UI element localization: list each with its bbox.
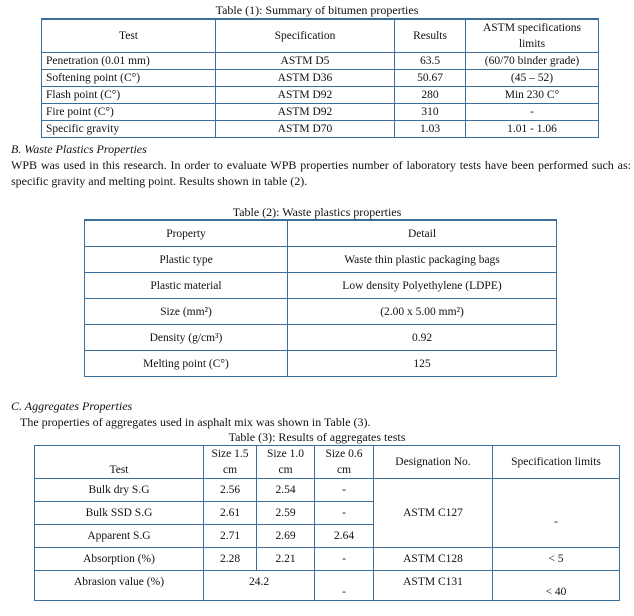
header-test: Test [35, 446, 204, 479]
header-astm-limits: ASTM specifications limits [466, 19, 599, 53]
table-row [85, 325, 557, 351]
table-row [35, 571, 620, 601]
table-row [42, 104, 599, 121]
cell-spec: ASTM D5 [216, 53, 395, 70]
table-row [85, 299, 557, 325]
cell-result: 63.5 [395, 53, 466, 70]
cell-limit: (60/70 binder grade) [466, 53, 599, 70]
header-test: Test [42, 19, 216, 53]
cell-spec: ASTM D36 [216, 70, 395, 87]
cell-spec: ASTM D92 [216, 104, 395, 121]
header-size-06: Size 0.6 cm [315, 446, 374, 479]
table-header-row [42, 19, 599, 53]
cell-detail: Waste thin plastic packaging bags [288, 247, 557, 273]
header-size-15: Size 1.5 cm [204, 446, 257, 479]
section-c-paragraph: The properties of aggregates used in asphalt mix was shown in Table (3). [20, 415, 371, 429]
section-b-heading: B. Waste Plastics Properties [11, 142, 147, 156]
cell-size-15: 2.71 [204, 525, 257, 548]
header-spec-limits: Specification limits [493, 446, 620, 479]
cell-size-15: 2.28 [204, 548, 257, 571]
cell-limit: 1.01 - 1.06 [466, 121, 599, 138]
table-header-row [35, 446, 620, 479]
cell-result: 1.03 [395, 121, 466, 138]
table-row [85, 247, 557, 273]
header-results: Results [395, 19, 466, 53]
table-row [35, 548, 620, 571]
cell-size-15: 2.61 [204, 502, 257, 525]
table-header-row [85, 220, 557, 247]
cell-property: Plastic type [85, 247, 288, 273]
cell-size-06: - [315, 571, 374, 601]
cell-detail: 0.92 [288, 325, 557, 351]
cell-designation: ASTM C128 [374, 548, 493, 571]
cell-size-06: 2.64 [315, 525, 374, 548]
cell-detail: Low density Polyethylene (LDPE) [288, 273, 557, 299]
cell-size-06: - [315, 479, 374, 502]
cell-property: Melting point (C°) [85, 351, 288, 377]
table-row [85, 351, 557, 377]
cell-size-06: - [315, 548, 374, 571]
cell-merged-size: 24.2 [204, 571, 315, 601]
cell-spec: ASTM D92 [216, 87, 395, 104]
cell-designation-sg: ASTM C127 [374, 479, 493, 548]
cell-test: Flash point (C°) [42, 87, 216, 104]
header-detail: Detail [288, 220, 557, 247]
cell-test: Softening point (C°) [42, 70, 216, 87]
table-row [42, 53, 599, 70]
table-row [42, 121, 599, 138]
cell-size-10: 2.54 [257, 479, 315, 502]
cell-property: Size (mm²) [85, 299, 288, 325]
table-row [35, 479, 620, 502]
table1-caption: Table (1): Summary of bitumen properties [215, 3, 419, 17]
cell-result: 50.67 [395, 70, 466, 87]
cell-spec: ASTM D70 [216, 121, 395, 138]
table2-caption: Table (2): Waste plastics properties [232, 205, 402, 219]
cell-property: Plastic material [85, 273, 288, 299]
section-b-paragraph: WPB was used in this research. In order to evaluate WPB properties number of laboratory tests have been performed such as: specific gravity and melting point. Results shown in table (2). [11, 158, 631, 188]
cell-test: Abrasion value (%) [35, 571, 204, 601]
cell-test: Bulk SSD S.G [35, 502, 204, 525]
cell-test: Bulk dry S.G [35, 479, 204, 502]
header-property: Property [85, 220, 288, 247]
cell-limit: < 40 [493, 571, 620, 601]
waste-plastics-table [84, 219, 557, 377]
cell-detail: (2.00 x 5.00 mm²) [288, 299, 557, 325]
cell-test: Apparent S.G [35, 525, 204, 548]
section-c-heading: C. Aggregates Properties [11, 399, 133, 413]
header-designation: Designation No. [374, 446, 493, 479]
cell-size-15: 2.56 [204, 479, 257, 502]
table-row [42, 87, 599, 104]
cell-limit: < 5 [493, 548, 620, 571]
cell-test: Fire point (C°) [42, 104, 216, 121]
cell-designation: ASTM C131 [374, 571, 493, 601]
cell-test: Absorption (%) [35, 548, 204, 571]
cell-limit: (45 – 52) [466, 70, 599, 87]
cell-size-06: - [315, 502, 374, 525]
cell-result: 310 [395, 104, 466, 121]
cell-size-10: 2.59 [257, 502, 315, 525]
cell-limit: Min 230 C° [466, 87, 599, 104]
cell-size-10: 2.69 [257, 525, 315, 548]
cell-limits-sg: - [493, 479, 620, 548]
cell-result: 280 [395, 87, 466, 104]
cell-size-10: 2.21 [257, 548, 315, 571]
bitumen-properties-table [41, 18, 599, 138]
cell-detail: 125 [288, 351, 557, 377]
header-specification: Specification [216, 19, 395, 53]
table-row [85, 273, 557, 299]
cell-test: Specific gravity [42, 121, 216, 138]
table-row [42, 70, 599, 87]
aggregates-table [34, 445, 620, 601]
cell-limit: - [466, 104, 599, 121]
header-size-10: Size 1.0 cm [257, 446, 315, 479]
table3-caption: Table (3): Results of aggregates tests [228, 430, 406, 444]
cell-property: Density (g/cm³) [85, 325, 288, 351]
cell-test: Penetration (0.01 mm) [42, 53, 216, 70]
